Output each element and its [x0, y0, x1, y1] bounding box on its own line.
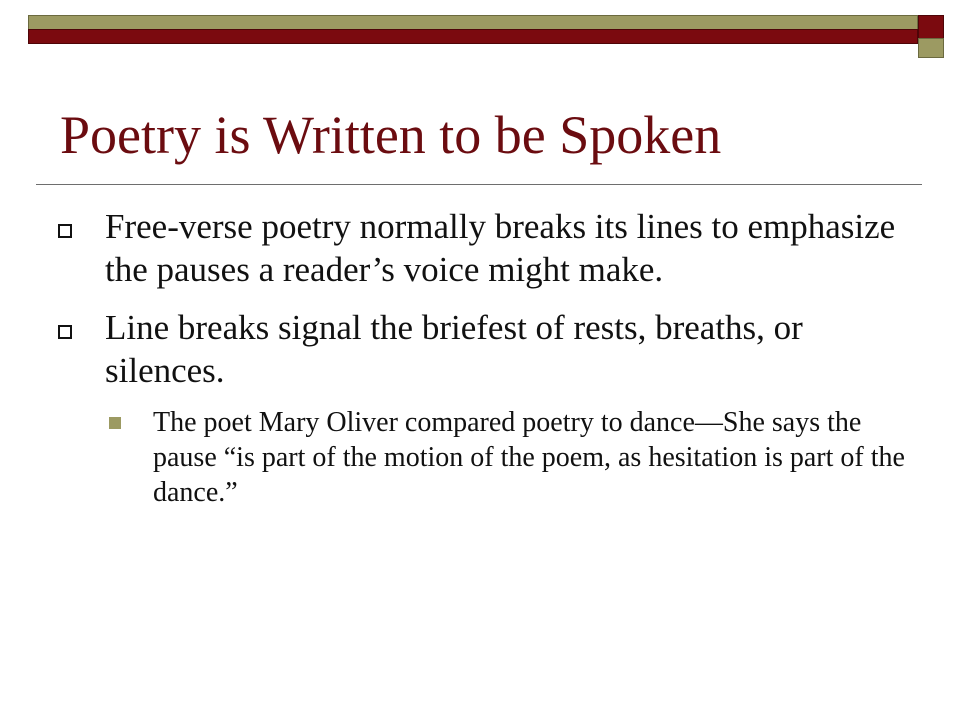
sub-bullet-item — [108, 405, 913, 510]
sub-bullet-text: The poet Mary Oliver compared poetry to dance—She says the pause “is part of the motion of the poem, as hesitation is part of the dance.” — [153, 406, 905, 508]
header-band-green — [28, 15, 918, 30]
hollow-square-icon — [58, 325, 72, 339]
bullet-item — [58, 307, 918, 392]
bullet-item — [58, 206, 918, 291]
hollow-square-icon — [58, 224, 72, 238]
corner-block-green — [918, 38, 944, 58]
title-divider — [36, 184, 922, 185]
bullet-text: Free-verse poetry normally breaks its lines to emphasize the pauses a reader’s voice might make. — [105, 207, 896, 289]
corner-block-red — [918, 15, 944, 39]
header-decoration — [0, 0, 960, 62]
header-band-red — [28, 29, 918, 44]
slide-title: Poetry is Written to be Spoken — [60, 105, 722, 165]
filled-square-icon — [109, 417, 121, 429]
bullet-text: Line breaks signal the briefest of rests, breaths, or silences. — [105, 308, 803, 391]
slide-body — [58, 206, 918, 510]
